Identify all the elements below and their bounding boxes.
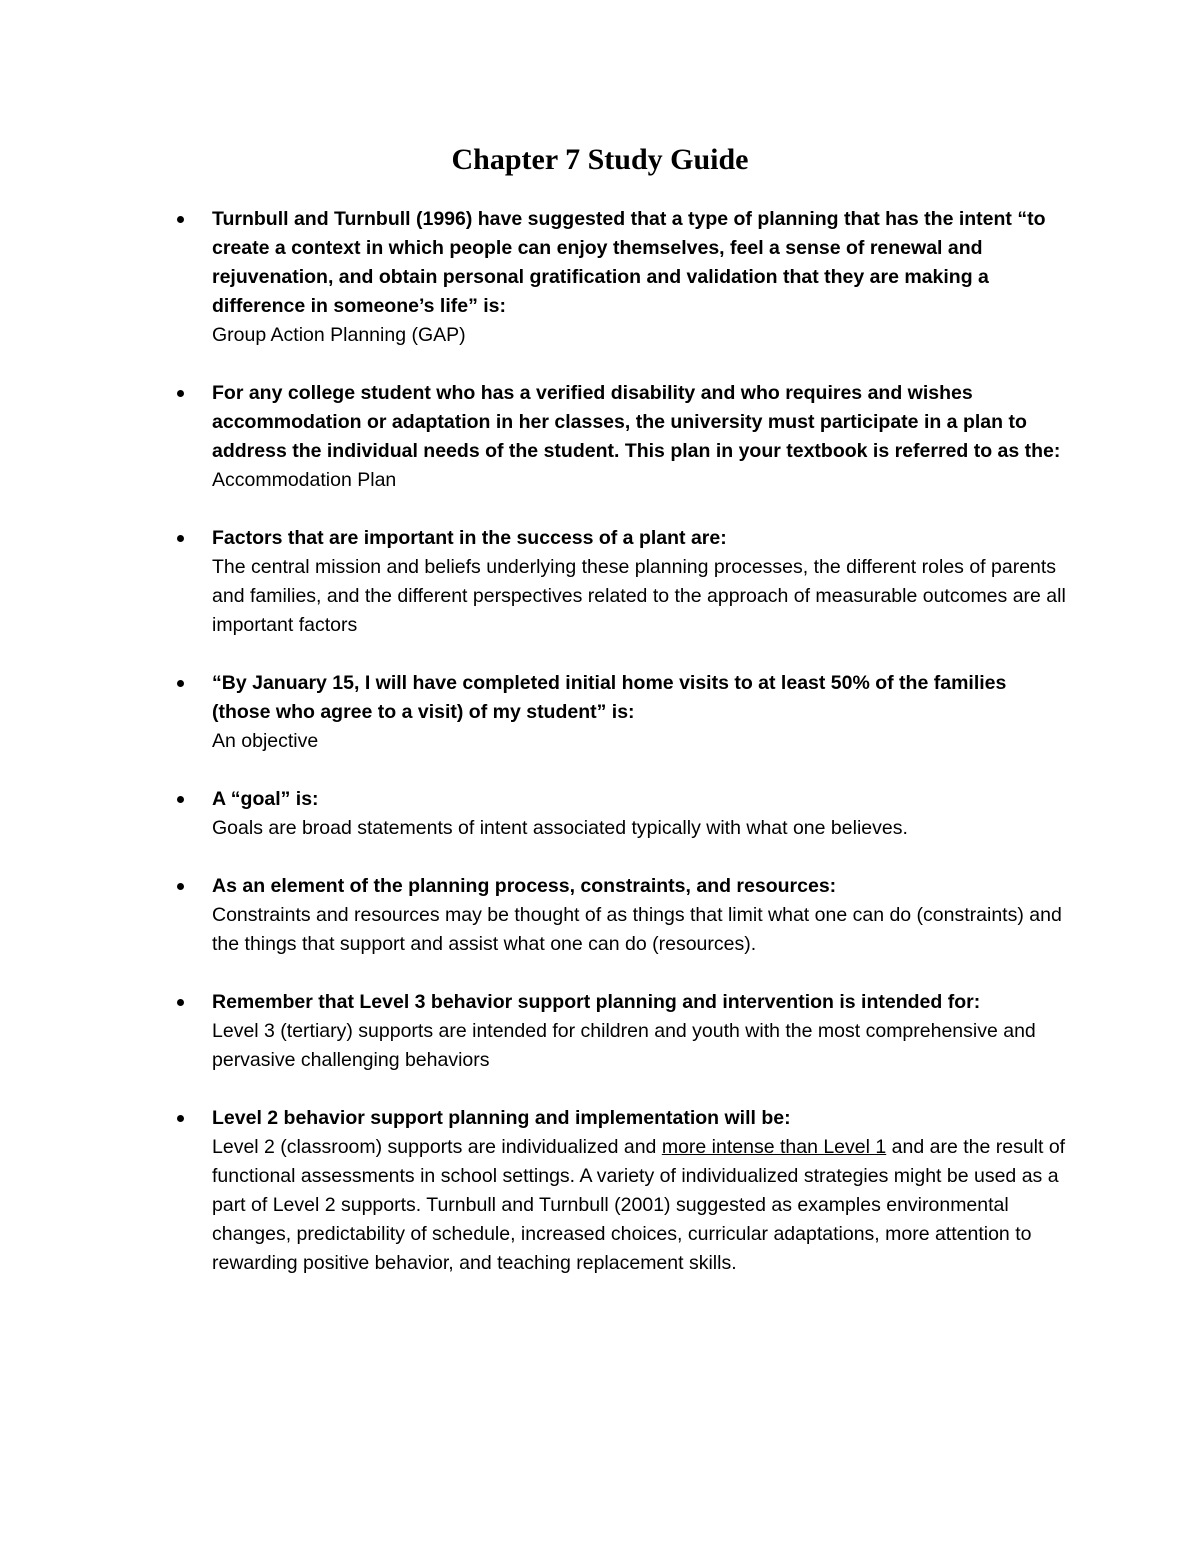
answer-text: Goals are broad statements of intent associated typically with what one believes. (212, 817, 908, 839)
list-item (170, 379, 1070, 495)
answer-text (212, 1133, 1070, 1278)
answer-text: The central mission and beliefs underlying these planning processes, the different roles of parents and families, and the different perspectives related to the approach of measurable outcomes are all important factors (212, 556, 1066, 636)
answer-text: Group Action Planning (GAP) (212, 324, 466, 346)
page-title: Chapter 7 Study Guide (451, 143, 749, 176)
question-text: A “goal” is: (212, 788, 319, 810)
bullet-icon (177, 680, 184, 687)
answer-text-start: Level 2 (classroom) supports are individualized and (212, 1136, 662, 1158)
answer-text-end: and are the result of functional assessments in school settings. A variety of individualized strategies might be used as a part of Level 2 supports. Turnbull and Turnbull (2001) suggested as examples environmental changes, predictability of schedule, increased choices, curricular adaptations, more attention to rewarding positive behavior, and teaching replacement skills. (212, 1136, 1066, 1274)
bullet-icon (177, 535, 184, 542)
question-text: Level 2 behavior support planning and implementation will be: (212, 1107, 791, 1129)
answer-text: An objective (212, 730, 319, 752)
list-item (170, 524, 1070, 640)
bullet-icon (177, 883, 184, 890)
list-item (170, 669, 1070, 756)
bullet-icon (177, 999, 184, 1006)
question-text: As an element of the planning process, constraints, and resources: (212, 875, 837, 897)
list-item (170, 872, 1070, 959)
question-text: Remember that Level 3 behavior support planning and intervention is intended for: (212, 991, 981, 1013)
answer-text: Constraints and resources may be thought of as things that limit what one can do (constraints) and the things that support and assist what one can do (resources). (212, 904, 1062, 955)
list-item (170, 785, 1070, 843)
list-item (170, 1104, 1070, 1278)
question-text: Factors that are important in the success of a plant are: (212, 527, 727, 549)
bullet-icon (177, 1115, 184, 1122)
question-text: Turnbull and Turnbull (1996) have suggested that a type of planning that has the intent “to create a context in which people can enjoy themselves, feel a sense of renewal and rejuvenation, and obtain personal gratification and validation that they are making a difference in someone’s life” is: (212, 208, 1046, 317)
bullet-icon (177, 216, 184, 223)
study-guide-list (170, 205, 1070, 1307)
bullet-icon (177, 390, 184, 397)
answer-text: Accommodation Plan (212, 469, 397, 491)
list-item (170, 205, 1070, 350)
question-text: For any college student who has a verified disability and who requires and wishes accommodation or adaptation in her classes, the university must participate in a plan to address the individual needs of the student. This plan in your textbook is referred to as the: (212, 382, 1061, 462)
answer-text: Level 3 (tertiary) supports are intended for children and youth with the most comprehensive and pervasive challenging behaviors (212, 1020, 1036, 1071)
underlined-phrase: more intense than Level 1 (661, 1136, 887, 1158)
list-item (170, 988, 1070, 1075)
bullet-icon (177, 796, 184, 803)
question-text: “By January 15, I will have completed initial home visits to at least 50% of the families (those who agree to a visit) of my student” is: (212, 672, 1007, 723)
